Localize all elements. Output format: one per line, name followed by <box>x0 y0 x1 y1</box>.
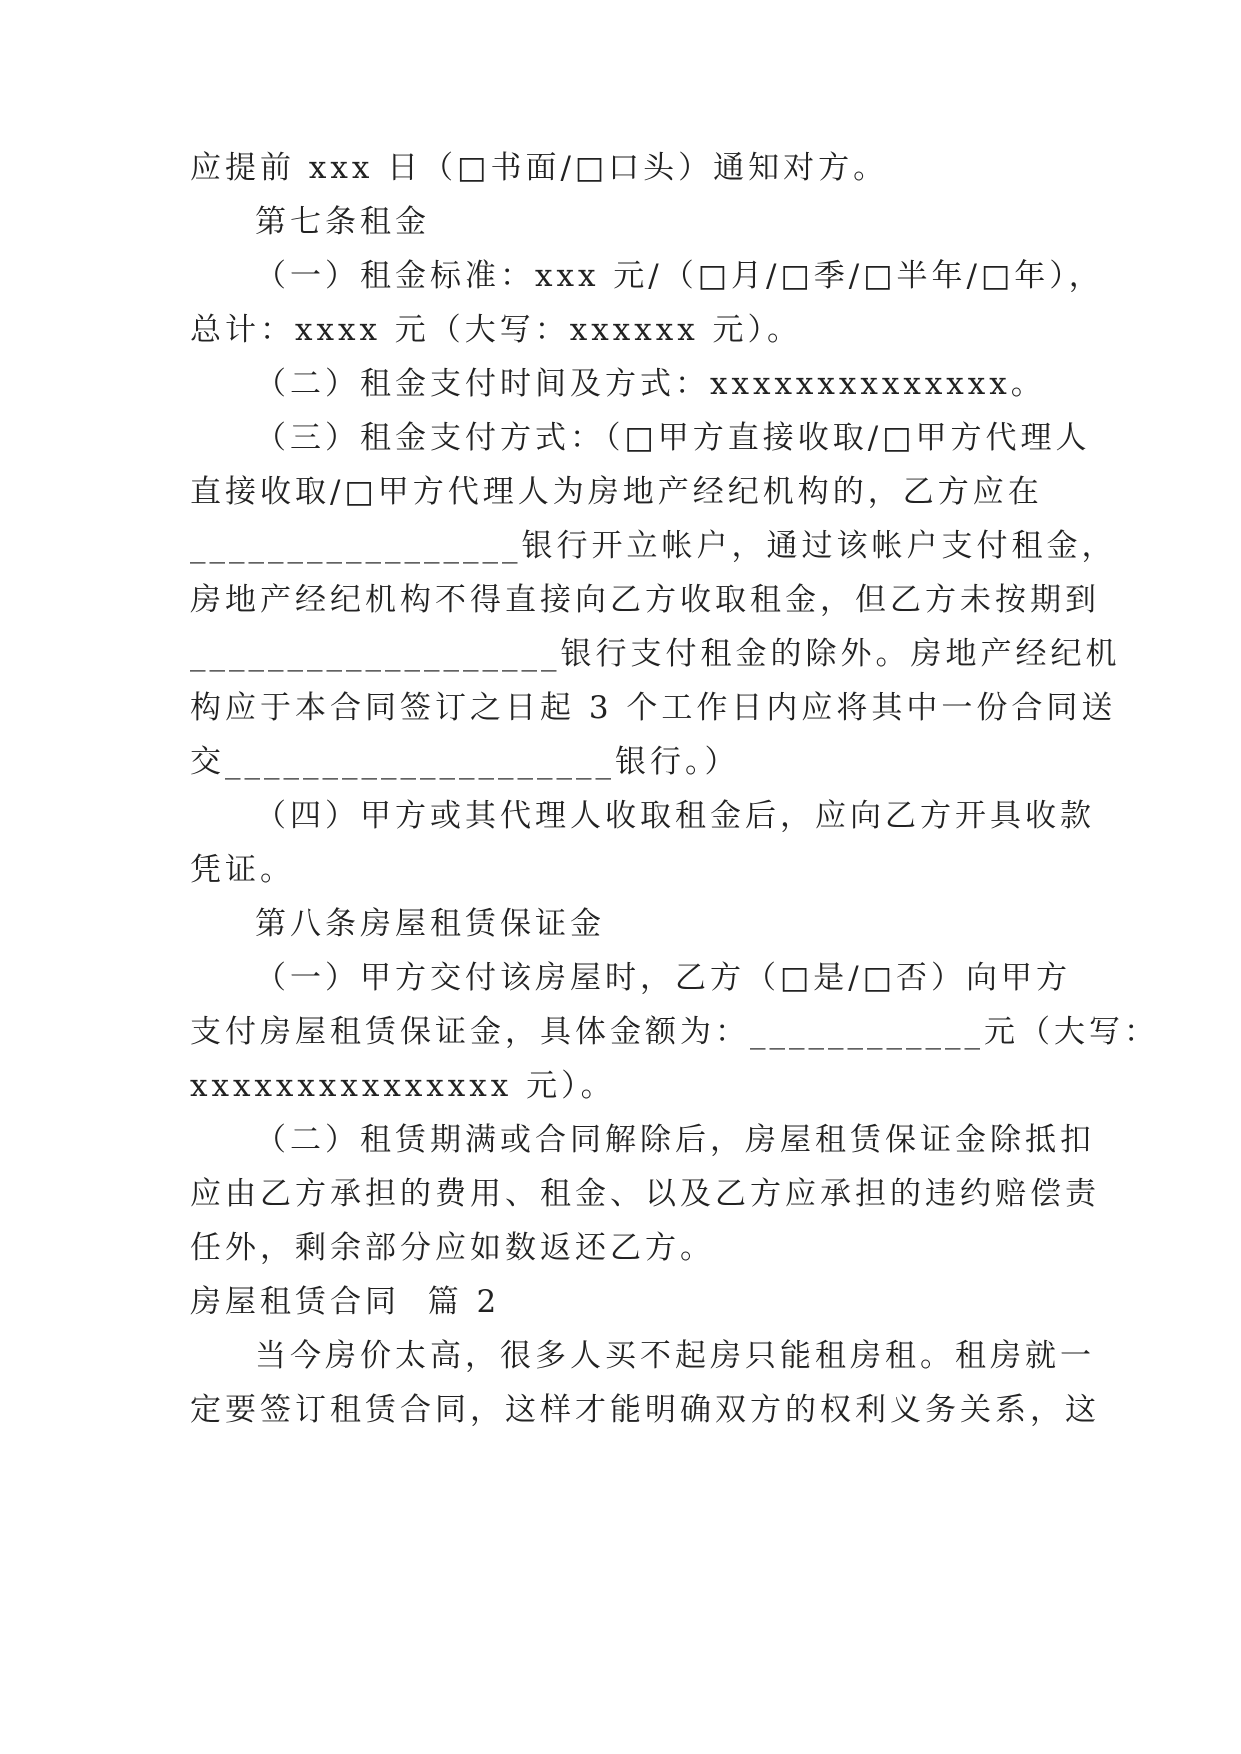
text-line: 支付房屋租赁保证金，具体金额为：____________元（大写： <box>190 1014 1159 1050</box>
text-line: _________________银行开立帐户，通过该帐户支付租金， <box>190 528 1117 564</box>
text-line: （二）租金支付时间及方式：xxxxxxxxxxxxxx。 <box>255 366 1046 402</box>
text-line: （三）租金支付方式：（□甲方直接收取/□甲方代理人 <box>255 420 1091 456</box>
text-line: 房地产经纪机构不得直接向乙方收取租金，但乙方未按期到 <box>190 582 1100 618</box>
text-line: （二）租赁期满或合同解除后，房屋租赁保证金除抵扣 <box>255 1122 1095 1158</box>
text-line: 构应于本合同签订之日起 3 个工作日内应将其中一份合同送 <box>190 690 1117 726</box>
text-line: ___________________银行支付租金的除外。房地产经纪机 <box>190 636 1121 672</box>
text-line: 交____________________银行。） <box>190 744 740 780</box>
document-title: 房屋租赁合同 篇 2 <box>190 1284 501 1320</box>
text-line: 总计：xxxx 元（大写：xxxxxx 元）。 <box>190 312 803 348</box>
text-line: （一）租金标准：xxx 元/（□月/□季/□半年/□年）， <box>255 258 1104 294</box>
section-heading: 第八条房屋租赁保证金 <box>255 906 605 942</box>
text-line: 直接收取/□甲方代理人为房地产经纪机构的，乙方应在 <box>190 474 1043 510</box>
text-line: 应提前 xxx 日（□书面/□口头）通知对方。 <box>190 150 889 186</box>
text-line: 定要签订租赁合同，这样才能明确双方的权利义务关系，这 <box>190 1392 1100 1428</box>
text-line: 任外，剩余部分应如数返还乙方。 <box>190 1230 715 1266</box>
section-heading: 第七条租金 <box>255 204 430 240</box>
text-line: （一）甲方交付该房屋时，乙方（□是/□否）向甲方 <box>255 960 1072 996</box>
text-line: 凭证。 <box>190 852 295 888</box>
text-line: 应由乙方承担的费用、租金、以及乙方应承担的违约赔偿责 <box>190 1176 1100 1212</box>
text-line: xxxxxxxxxxxxxxx 元）。 <box>190 1068 616 1104</box>
text-line: （四）甲方或其代理人收取租金后，应向乙方开具收款 <box>255 798 1095 834</box>
text-line: 当今房价太高，很多人买不起房只能租房租。租房就一 <box>255 1338 1095 1374</box>
